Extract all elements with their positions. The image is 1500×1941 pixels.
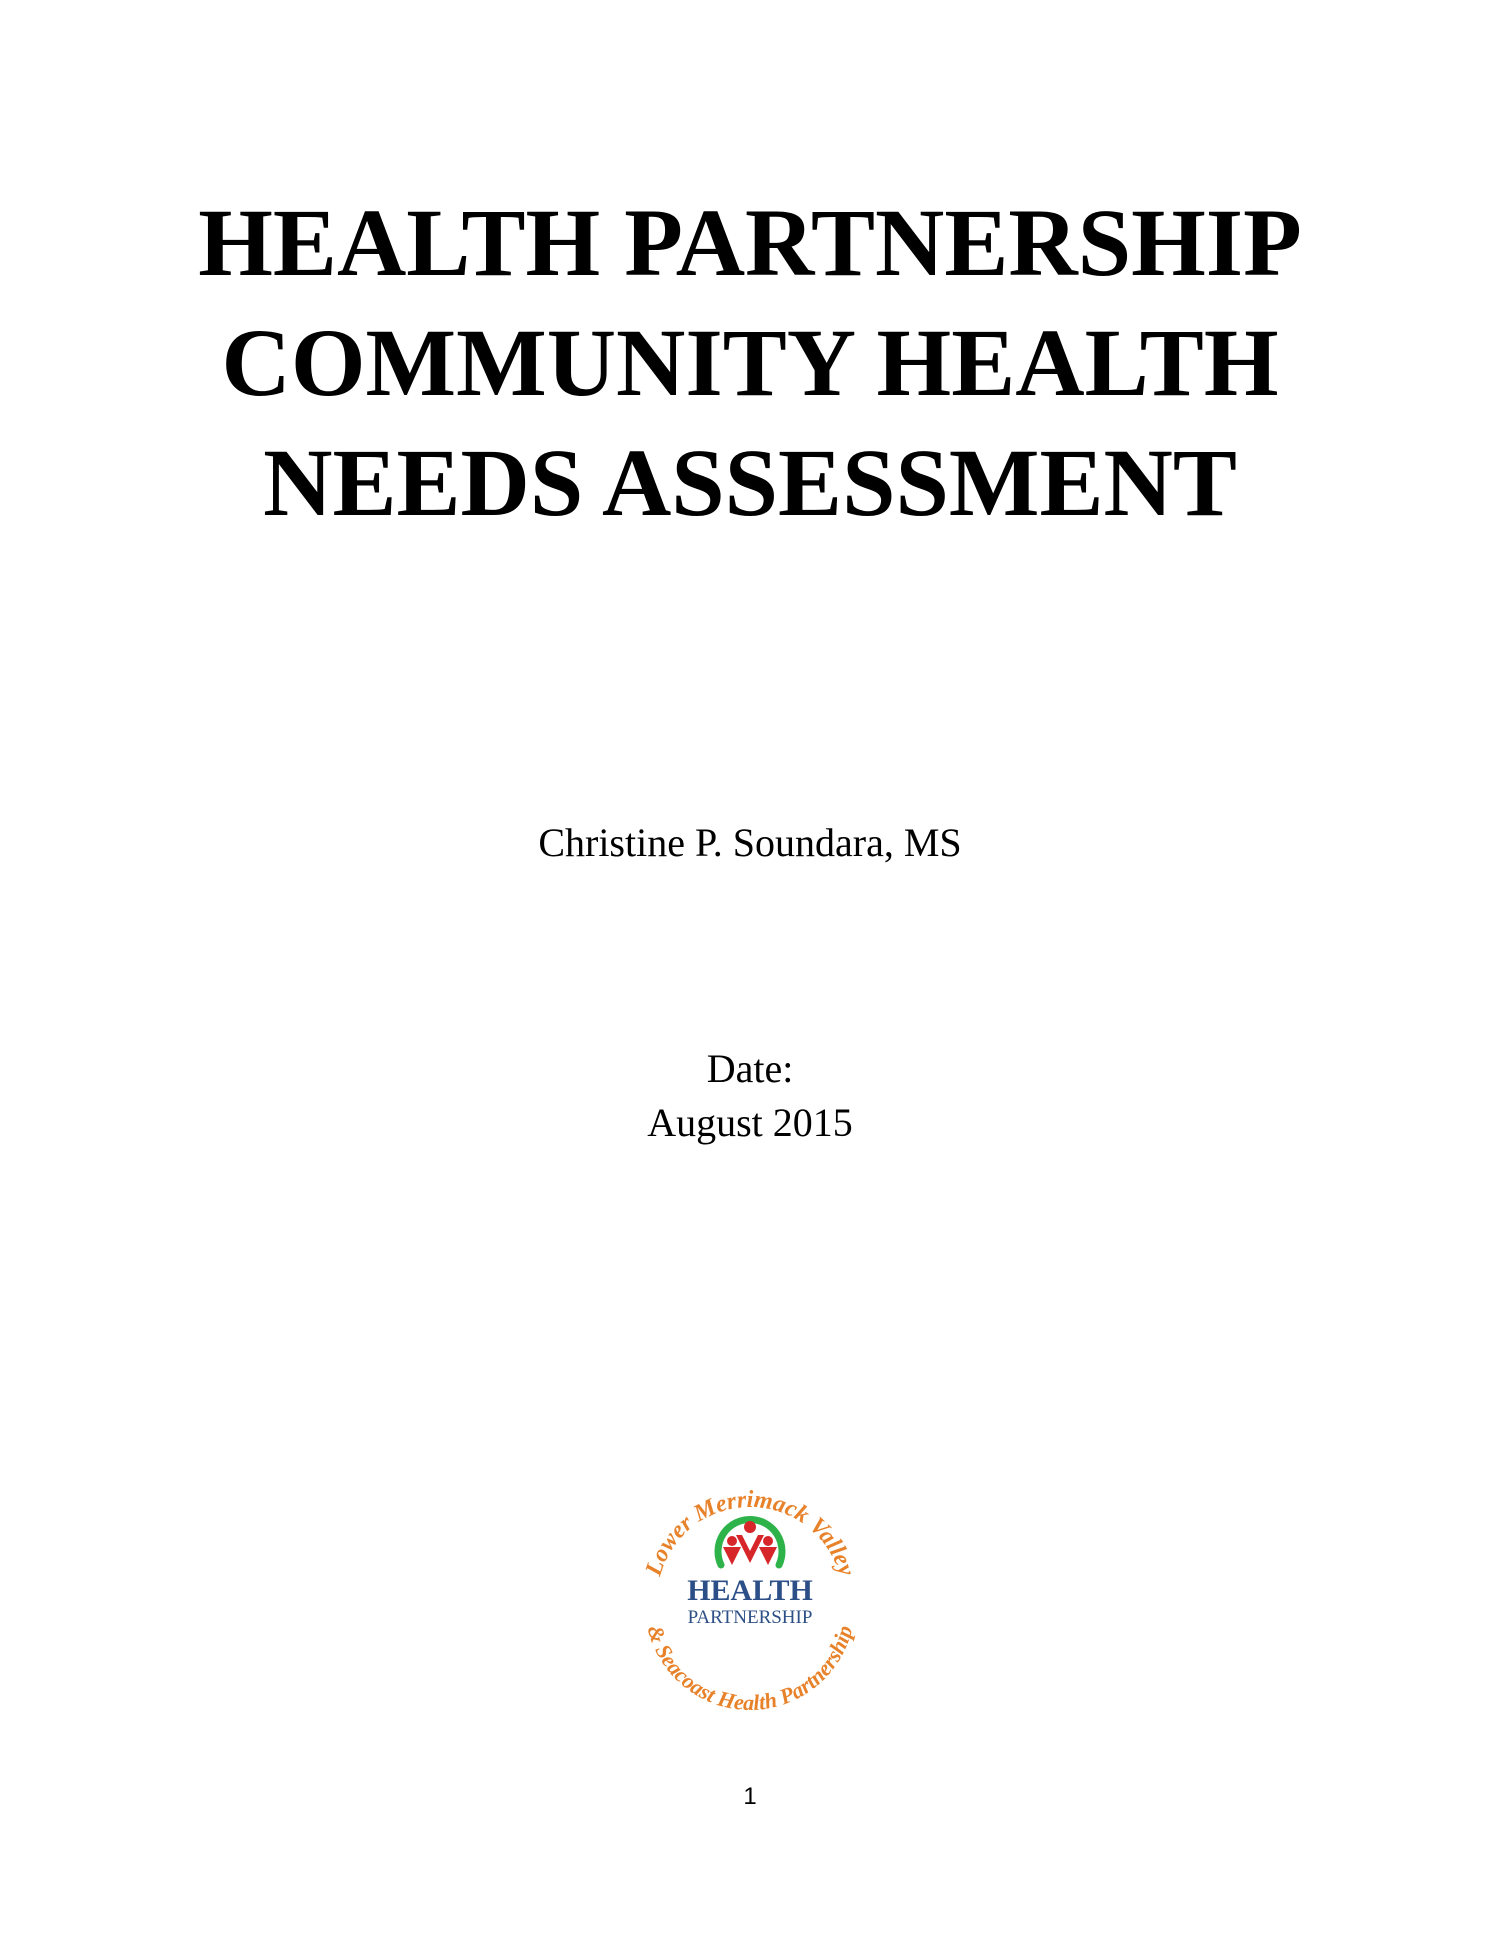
date-value: August 2015 xyxy=(647,1100,853,1145)
document-title xyxy=(0,183,1500,543)
date-label: Date: xyxy=(706,1046,794,1091)
logo-graphic xyxy=(615,1465,885,1735)
people-in-circle-icon xyxy=(718,1519,782,1565)
title-line-3: NEEDS ASSESSMENT xyxy=(263,429,1237,536)
logo-arc-bottom-text: & Seacoast Health Partnership xyxy=(642,1622,858,1716)
page-number: 1 xyxy=(743,1783,757,1810)
title-line-2: COMMUNITY HEALTH xyxy=(221,309,1279,416)
logo-center-title: HEALTH xyxy=(687,1574,813,1607)
health-partnership-logo xyxy=(615,1465,885,1735)
logo-arc-top-text: Lower Merrimack Valley xyxy=(640,1486,860,1579)
title-line-1: HEALTH PARTNERSHIP xyxy=(198,189,1302,296)
author-name: Christine P. Soundara, MS xyxy=(538,820,962,865)
date-block xyxy=(0,1042,1500,1150)
logo-center-subtitle: PARTNERSHIP xyxy=(687,1607,813,1628)
